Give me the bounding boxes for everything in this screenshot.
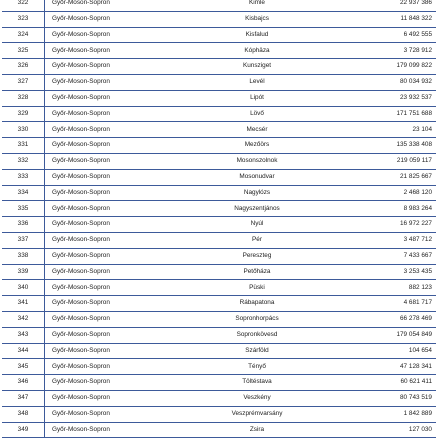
settlement-cell: Mosonudvar (175, 169, 339, 185)
table-row (2, 422, 436, 438)
table-row (2, 90, 436, 106)
amount-cell: 22 937 386 (339, 0, 436, 11)
settlement-cell: Mosonszolnok (175, 153, 339, 169)
row-number: 324 (2, 27, 45, 43)
county-cell: Győr-Moson-Sopron (45, 43, 176, 59)
amount-cell: 3 728 912 (339, 43, 436, 59)
amount-cell: 23 932 537 (339, 90, 436, 106)
county-cell: Győr-Moson-Sopron (45, 138, 176, 154)
settlement-cell: Zsira (175, 422, 339, 438)
table-row (2, 406, 436, 422)
settlement-cell: Petőháza (175, 264, 339, 280)
row-number: 328 (2, 90, 45, 106)
row-number: 329 (2, 106, 45, 122)
row-number: 340 (2, 280, 45, 296)
amount-cell: 23 104 (339, 122, 436, 138)
table-row (2, 138, 436, 154)
table-row (2, 359, 436, 375)
table-row (2, 375, 436, 391)
settlement-cell: Nyúl (175, 217, 339, 233)
table-row (2, 153, 436, 169)
table-row (2, 122, 436, 138)
table-row (2, 264, 436, 280)
table-body (2, 0, 436, 438)
amount-cell: 1 842 889 (339, 406, 436, 422)
table-row (2, 296, 436, 312)
settlement-cell: Tényő (175, 359, 339, 375)
row-number: 343 (2, 327, 45, 343)
row-number: 338 (2, 248, 45, 264)
county-cell: Győr-Moson-Sopron (45, 74, 176, 90)
amount-cell: 882 123 (339, 280, 436, 296)
data-table (2, 0, 436, 438)
table-row (2, 201, 436, 217)
table-row (2, 74, 436, 90)
county-cell: Győr-Moson-Sopron (45, 422, 176, 438)
table-row (2, 217, 436, 233)
settlement-cell: Rábapatona (175, 296, 339, 312)
row-number: 331 (2, 138, 45, 154)
settlement-cell: Nagyszentjános (175, 201, 339, 217)
amount-cell: 66 278 469 (339, 311, 436, 327)
settlement-cell: Lövő (175, 106, 339, 122)
county-cell: Győr-Moson-Sopron (45, 406, 176, 422)
settlement-cell: Levél (175, 74, 339, 90)
row-number: 341 (2, 296, 45, 312)
county-cell: Győr-Moson-Sopron (45, 264, 176, 280)
county-cell: Győr-Moson-Sopron (45, 153, 176, 169)
settlement-cell: Sopronkövesd (175, 327, 339, 343)
table-row (2, 248, 436, 264)
table-row (2, 343, 436, 359)
county-cell: Győr-Moson-Sopron (45, 90, 176, 106)
amount-cell: 16 972 227 (339, 217, 436, 233)
settlement-cell: Veszprémvarsány (175, 406, 339, 422)
amount-cell: 8 983 264 (339, 201, 436, 217)
row-number: 334 (2, 185, 45, 201)
row-number: 347 (2, 390, 45, 406)
row-number: 327 (2, 74, 45, 90)
amount-cell: 11 848 322 (339, 11, 436, 27)
county-cell: Győr-Moson-Sopron (45, 11, 176, 27)
settlement-cell: Kisfalud (175, 27, 339, 43)
table-row (2, 185, 436, 201)
settlement-cell: Pereszteg (175, 248, 339, 264)
settlement-cell: Kisbajcs (175, 11, 339, 27)
amount-cell: 6 492 555 (339, 27, 436, 43)
table-row (2, 0, 436, 11)
settlement-cell: Nagylózs (175, 185, 339, 201)
amount-cell: 3 253 435 (339, 264, 436, 280)
amount-cell: 135 338 408 (339, 138, 436, 154)
county-cell: Győr-Moson-Sopron (45, 375, 176, 391)
row-number: 348 (2, 406, 45, 422)
row-number: 337 (2, 232, 45, 248)
settlement-cell: Töltéstava (175, 375, 339, 391)
row-number: 335 (2, 201, 45, 217)
amount-cell: 219 059 117 (339, 153, 436, 169)
county-cell: Győr-Moson-Sopron (45, 201, 176, 217)
row-number: 332 (2, 153, 45, 169)
table-row (2, 280, 436, 296)
county-cell: Győr-Moson-Sopron (45, 311, 176, 327)
amount-cell: 4 681 717 (339, 296, 436, 312)
row-number: 330 (2, 122, 45, 138)
settlement-cell: Pér (175, 232, 339, 248)
settlement-cell: Kunsziget (175, 59, 339, 75)
table-row (2, 169, 436, 185)
county-cell: Győr-Moson-Sopron (45, 280, 176, 296)
amount-cell: 80 034 932 (339, 74, 436, 90)
county-cell: Győr-Moson-Sopron (45, 0, 176, 11)
county-cell: Győr-Moson-Sopron (45, 232, 176, 248)
row-number: 349 (2, 422, 45, 438)
row-number: 325 (2, 43, 45, 59)
county-cell: Győr-Moson-Sopron (45, 27, 176, 43)
amount-cell: 127 030 (339, 422, 436, 438)
settlement-cell: Szárföld (175, 343, 339, 359)
county-cell: Győr-Moson-Sopron (45, 359, 176, 375)
county-cell: Győr-Moson-Sopron (45, 59, 176, 75)
amount-cell: 21 825 667 (339, 169, 436, 185)
settlement-cell: Lipót (175, 90, 339, 106)
row-number: 339 (2, 264, 45, 280)
county-cell: Győr-Moson-Sopron (45, 106, 176, 122)
row-number: 333 (2, 169, 45, 185)
row-number: 326 (2, 59, 45, 75)
table-row (2, 11, 436, 27)
settlement-cell: Sopronhorpács (175, 311, 339, 327)
row-number: 345 (2, 359, 45, 375)
table-row (2, 27, 436, 43)
amount-cell: 179 099 822 (339, 59, 436, 75)
county-cell: Győr-Moson-Sopron (45, 169, 176, 185)
row-number: 342 (2, 311, 45, 327)
amount-cell: 3 487 712 (339, 232, 436, 248)
county-cell: Győr-Moson-Sopron (45, 248, 176, 264)
table-row (2, 43, 436, 59)
amount-cell: 104 654 (339, 343, 436, 359)
table-row (2, 59, 436, 75)
county-cell: Győr-Moson-Sopron (45, 296, 176, 312)
row-number: 323 (2, 11, 45, 27)
county-cell: Győr-Moson-Sopron (45, 185, 176, 201)
settlement-cell: Veszkény (175, 390, 339, 406)
county-cell: Győr-Moson-Sopron (45, 217, 176, 233)
county-cell: Győr-Moson-Sopron (45, 327, 176, 343)
county-cell: Győr-Moson-Sopron (45, 122, 176, 138)
table-row (2, 327, 436, 343)
row-number: 322 (2, 0, 45, 11)
settlement-cell: Püski (175, 280, 339, 296)
settlement-cell: Kimle (175, 0, 339, 11)
table-row (2, 106, 436, 122)
amount-cell: 80 743 519 (339, 390, 436, 406)
table-row (2, 311, 436, 327)
amount-cell: 171 751 688 (339, 106, 436, 122)
amount-cell: 179 054 849 (339, 327, 436, 343)
amount-cell: 60 621 411 (339, 375, 436, 391)
amount-cell: 7 433 667 (339, 248, 436, 264)
county-cell: Győr-Moson-Sopron (45, 343, 176, 359)
table-row (2, 390, 436, 406)
settlement-cell: Mecsér (175, 122, 339, 138)
amount-cell: 2 468 120 (339, 185, 436, 201)
settlement-cell: Kóphäza (175, 43, 339, 59)
settlement-cell: Mezőörs (175, 138, 339, 154)
amount-cell: 47 128 341 (339, 359, 436, 375)
row-number: 346 (2, 375, 45, 391)
table-row (2, 232, 436, 248)
county-cell: Győr-Moson-Sopron (45, 390, 176, 406)
row-number: 336 (2, 217, 45, 233)
row-number: 344 (2, 343, 45, 359)
